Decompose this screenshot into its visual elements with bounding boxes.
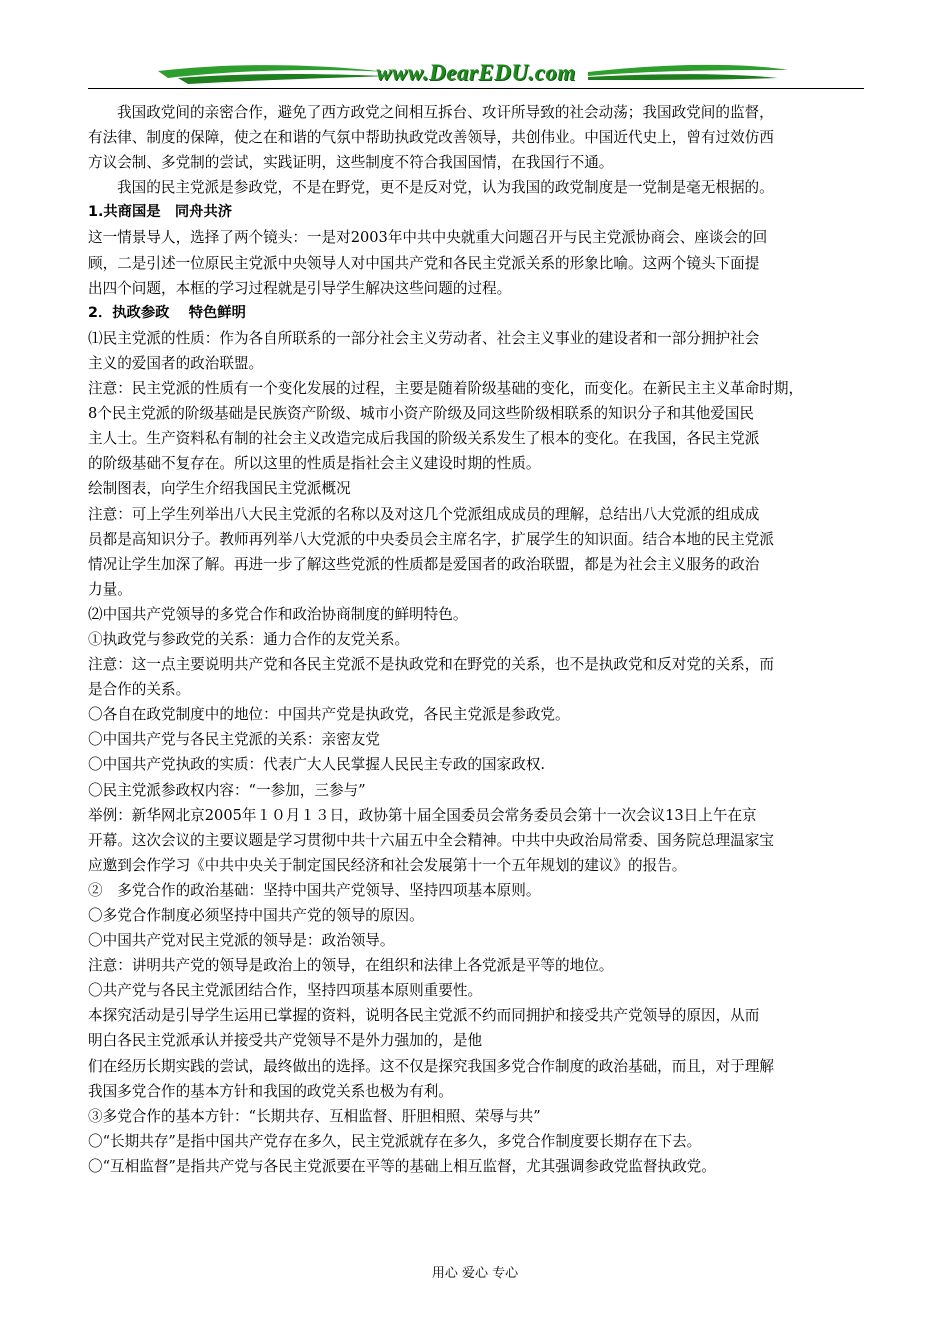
paragraph-line: 主人士。生产资料私有制的社会主义改造完成后我国的阶级关系发生了根本的变化。在我国，各民主党派: [88, 430, 760, 448]
paragraph-line: 方议会制、多党制的尝试，实践证明，这些制度不符合我国国情，在我国行不通。: [88, 154, 614, 172]
list-item: 〇“互相监督”是指共产党与各民主党派要在平等的基础上相互监督，尤其强调参政党监督执政党。: [88, 1157, 716, 1175]
list-item: 〇共产党与各民主党派团结合作，坚持四项基本原则重要性。: [88, 982, 483, 1000]
site-logo-text[interactable]: www.DearEDU.com: [376, 60, 576, 85]
paragraph-line: 应邀到会作学习《中共中央关于制定国民经济和社会发展第十一个五年规划的建议》的报告。: [88, 856, 687, 874]
paragraph-line: 员都是高知识分子。教师再列举八大党派的中央委员会主席名字，扩展学生的知识面。结合本地的民主党派: [88, 530, 774, 548]
list-item: 〇“长期共存”是指中国共产党存在多久，民主党派就存在多久，多党合作制度要长期存在下去。: [88, 1132, 702, 1150]
paragraph-line: 我国多党合作的基本方针和我国的政党关系也极为有利。: [88, 1082, 453, 1100]
paragraph-line: ② 多党合作的政治基础：坚持中国共产党领导、坚持四项基本原则。: [88, 881, 541, 899]
header-divider: [88, 88, 864, 89]
paragraph-line: 注意：民主党派的性质有一个变化发展的过程，主要是随着阶级基础的变化，而变化。在新民主主义革命时期，: [88, 380, 804, 398]
list-item: 〇中国共产党与各民主党派的关系：亲密友党: [88, 731, 380, 749]
paragraph-line: 本探究活动是引导学生运用已掌握的资料，说明各民主党派不约而同拥护和接受共产党领导的原因，从而: [88, 1007, 760, 1025]
paragraph-line: ③多党合作的基本方针：“长期共存、互相监督、肝胆相照、荣辱与共”: [88, 1107, 541, 1125]
paragraph-line: 的阶级基础不复存在。所以这里的性质是指社会主义建设时期的性质。: [88, 455, 541, 473]
paragraph-line: 8个民主党派的阶级基础是民族资产阶级、城市小资产阶级及同这些阶级相联系的知识分子和其他爱国民: [88, 405, 755, 423]
section-heading: 1.共商国是 同舟共济: [88, 204, 233, 221]
paragraph-line: ⑴民主党派的性质：作为各自所联系的一部分社会主义劳动者、社会主义事业的建设者和一部分拥护社会: [88, 329, 760, 347]
paragraph-line: 这一情景导人，选择了两个镜头：一是对2003年中共中央就重大问题召开与民主党派协商会、座谈会的回: [88, 229, 768, 247]
paragraph-line: 注意：讲明共产党的领导是政治上的领导，在组织和法律上各党派是平等的地位。: [88, 957, 614, 975]
site-header: [88, 58, 864, 92]
paragraph-line: 情况让学生加深了解。再进一步了解这些党派的性质都是爱国者的政治联盟，都是为社会主义服务的政治: [88, 555, 760, 573]
paragraph-line: ①执政党与参政党的关系：通力合作的友党关系。: [88, 630, 410, 648]
paragraph-line: 我国政党间的亲密合作，避免了西方政党之间相互拆台、攻讦所导致的社会动荡；我国政党间的监督，: [117, 104, 774, 121]
paragraph-line: 明白各民主党派承认并接受共产党领导不是外力强加的，是他: [88, 1032, 483, 1050]
paragraph-line: 我国的民主党派是参政党，不是在野党，更不是反对党，认为我国的政党制度是一党制是毫无根据的。: [117, 179, 774, 197]
page-footer: 用心 爱心 专心: [431, 1266, 519, 1281]
paragraph-line: 是合作的关系。: [88, 681, 191, 699]
list-item: 〇各自在政党制度中的地位：中国共产党是执政党，各民主党派是参政党。: [88, 706, 570, 724]
section-heading: 2．执政参政 特色鲜明: [88, 304, 246, 321]
list-item: 〇中国共产党执政的实质：代表广大人民掌握人民民主专政的国家政权.: [88, 756, 546, 774]
paragraph-line: 出四个问题，本框的学习过程就是引导学生解决这些问题的过程。: [88, 279, 512, 297]
paragraph-line: 注意：可上学生列举出八大民主党派的名称以及对这几个党派组成成员的理解，总结出八大党派的组成成: [88, 505, 760, 523]
paragraph-line: 开幕。这次会议的主要议题是学习贯彻中共十六届五中全会精神。中共中央政治局常委、国务院总理温家宝: [88, 831, 774, 849]
paragraph-line: 力量。: [88, 580, 132, 598]
paragraph-line: 绘制图表，向学生介绍我国民主党派概况: [88, 480, 351, 498]
paragraph-line: 举例：新华网北京2005年１０月１３日，政协第十届全国委员会常务委员会第十一次会议13日上午在京: [88, 806, 757, 824]
list-item: 〇中国共产党对民主党派的领导是：政治领导。: [88, 932, 395, 950]
paragraph-line: 主义的爱国者的政治联盟。: [88, 354, 264, 372]
list-item: 〇民主党派参政权内容：“一参加，三参与”: [88, 781, 366, 799]
paragraph-line: 有法律、制度的保障，使之在和谐的气氛中帮助执政党改善领导，共创伟业。中国近代史上，曾有过效仿西: [88, 129, 774, 147]
paragraph-line: ⑵中国共产党领导的多党合作和政治协商制度的鲜明特色。: [88, 605, 468, 623]
paragraph-line: 顾，二是引述一位原民主党派中央领导人对中国共产党和各民主党派关系的形象比喻。这两个镜头下面提: [88, 254, 760, 272]
paragraph-line: 注意：这一点主要说明共产党和各民主党派不是执政党和在野党的关系，也不是执政党和反对党的关系，而: [88, 656, 774, 674]
list-item: 〇多党合作制度必须坚持中国共产党的领导的原因。: [88, 907, 424, 924]
paragraph-line: 们在经历长期实践的尝试，最终做出的选择。这不仅是探究我国多党合作制度的政治基础，而且，对于理解: [88, 1057, 774, 1075]
document-body: [88, 100, 864, 1179]
